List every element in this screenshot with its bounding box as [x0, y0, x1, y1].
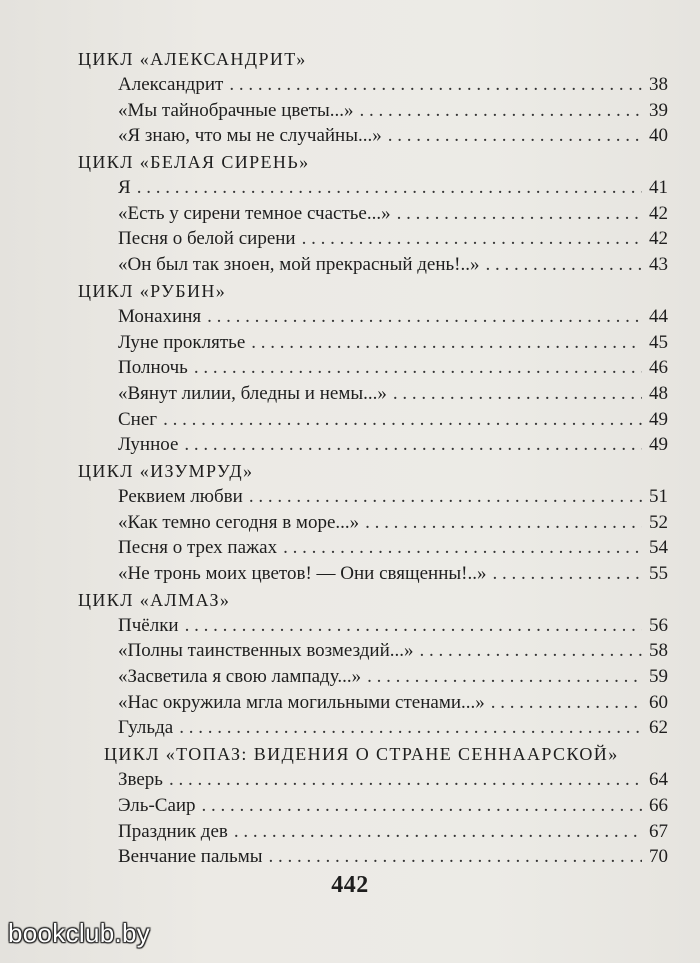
toc-entry — [78, 72, 668, 98]
toc-entry — [78, 381, 668, 407]
dot-leader — [420, 638, 642, 664]
entry-title: Я — [118, 177, 131, 199]
entry-title: Полночь — [118, 357, 188, 379]
entry-title: Зверь — [118, 769, 163, 791]
dot-leader — [491, 690, 642, 716]
entry-page: 51 — [649, 485, 668, 507]
entry-page: 49 — [649, 408, 668, 430]
entry-title: «Засветила я свою лампаду...» — [118, 666, 362, 688]
dot-leader — [388, 123, 642, 149]
dot-leader — [229, 72, 642, 98]
entry-page: 60 — [649, 691, 668, 713]
toc-entry — [78, 613, 668, 639]
entry-page: 56 — [649, 614, 668, 636]
toc-entry — [78, 664, 668, 690]
cycle-heading: ЦИКЛ «РУБИН» — [78, 280, 227, 301]
dot-leader — [269, 844, 643, 870]
dot-leader — [367, 664, 642, 690]
entry-page: 48 — [649, 382, 668, 404]
entry-page: 54 — [649, 537, 668, 559]
dot-leader — [137, 175, 642, 201]
entry-page: 46 — [649, 357, 668, 379]
entry-title: Венчание пальмы — [118, 846, 263, 868]
entry-title: «Мы тайнобрачные цветы...» — [118, 99, 354, 121]
cycle-heading: ЦИКЛ «БЕЛАЯ СИРЕНЬ» — [78, 152, 310, 173]
entry-page: 55 — [649, 563, 668, 584]
entry-page: 70 — [649, 846, 668, 868]
cycle-heading: ЦИКЛ «АЛЕКСАНДРИТ» — [78, 49, 307, 69]
toc-entry — [78, 819, 668, 845]
toc-entry — [78, 844, 668, 870]
entry-title: Песня о трех пажах — [118, 537, 278, 559]
entry-title: «Как темно сегодня в море...» — [118, 511, 360, 533]
toc-entry — [78, 201, 668, 227]
entry-title: «Нас окружила мгла могильными стенами...» — [118, 691, 485, 713]
entry-page: 58 — [649, 640, 668, 662]
entry-title: Пчёлки — [118, 614, 179, 636]
dot-leader — [249, 484, 642, 510]
dot-leader — [207, 304, 642, 330]
toc-entry — [78, 355, 668, 381]
toc-entry — [78, 252, 668, 278]
toc-entry — [78, 561, 668, 587]
toc-entry — [78, 432, 668, 458]
cycle-heading: ЦИКЛ «АЛМАЗ» — [78, 589, 231, 610]
entry-page: 41 — [649, 177, 668, 199]
toc-entry — [78, 175, 668, 201]
entry-title: «Он был так зноен, мой прекрасный день!..» — [118, 254, 480, 276]
cycle-heading: ЦИКЛ «ИЗУМРУД» — [78, 460, 254, 481]
dot-leader — [185, 613, 642, 639]
entry-title: «Полны таинственных возмездий...» — [118, 640, 414, 662]
toc-entry — [78, 98, 668, 124]
dot-leader — [365, 510, 642, 536]
toc-entry — [78, 484, 668, 510]
toc-entry — [78, 226, 668, 252]
dot-leader — [283, 535, 642, 561]
entry-page: 38 — [649, 74, 668, 95]
dot-leader — [360, 98, 642, 124]
entry-title: Гульда — [118, 717, 174, 739]
entry-page: 40 — [649, 125, 668, 147]
entry-page: 66 — [649, 794, 668, 816]
dot-leader — [234, 819, 642, 845]
entry-title: Снег — [118, 408, 158, 430]
dot-leader — [169, 767, 642, 793]
entry-page: 42 — [649, 228, 668, 250]
entry-title: Песня о белой сирени — [118, 228, 296, 250]
entry-page: 39 — [649, 99, 668, 121]
entry-page: 45 — [649, 331, 668, 353]
entry-title: Лунное — [118, 434, 179, 456]
entry-page: 59 — [649, 666, 668, 688]
entry-title: Реквием любви — [118, 485, 243, 507]
dot-leader — [486, 252, 642, 278]
entry-page: 67 — [649, 820, 668, 842]
dot-leader — [194, 355, 642, 381]
dot-leader — [184, 432, 642, 458]
watermark: bookclub.by — [8, 918, 151, 948]
dot-leader — [251, 330, 642, 356]
table-of-contents — [78, 46, 668, 870]
dot-leader — [163, 407, 642, 433]
toc-entry — [78, 123, 668, 149]
dot-leader — [492, 561, 642, 587]
dot-leader — [302, 226, 642, 252]
entry-page: 49 — [649, 434, 668, 456]
toc-entry — [78, 510, 668, 536]
toc-entry — [78, 330, 668, 356]
entry-title: Эль-Саир — [118, 794, 196, 816]
entry-title: «Есть у сирени темное счастье...» — [118, 202, 391, 224]
toc-entry — [78, 690, 668, 716]
entry-page: 43 — [649, 254, 668, 276]
toc-entry — [78, 407, 668, 433]
toc-entry — [78, 793, 668, 819]
page-number: 442 — [331, 872, 369, 898]
entry-title: «Вянут лилии, бледны и немы...» — [118, 382, 387, 404]
toc-entry — [78, 767, 668, 793]
entry-page: 52 — [649, 511, 668, 533]
entry-title: «Не тронь моих цветов! — Они священны!..» — [118, 563, 487, 584]
dot-leader — [397, 201, 642, 227]
dot-leader — [393, 381, 642, 407]
entry-title: «Я знаю, что мы не случайны...» — [118, 125, 382, 147]
cycle-heading: ЦИКЛ «ТОПАЗ: ВИДЕНИЯ О СТРАНЕ СЕННААРСКОЙ» — [104, 744, 619, 765]
toc-entry — [78, 304, 668, 330]
toc-entry — [78, 535, 668, 561]
toc-entry — [78, 638, 668, 664]
entry-title: Луне проклятье — [118, 331, 246, 353]
entry-title: Праздник дев — [118, 820, 228, 842]
entry-title: Александрит — [118, 74, 224, 95]
entry-page: 44 — [649, 305, 668, 327]
entry-page: 42 — [649, 202, 668, 224]
entry-title: Монахиня — [118, 305, 202, 327]
entry-page: 62 — [649, 717, 668, 739]
dot-leader — [202, 793, 642, 819]
dot-leader — [179, 715, 642, 741]
entry-page: 64 — [649, 769, 668, 791]
toc-entry — [78, 715, 668, 741]
